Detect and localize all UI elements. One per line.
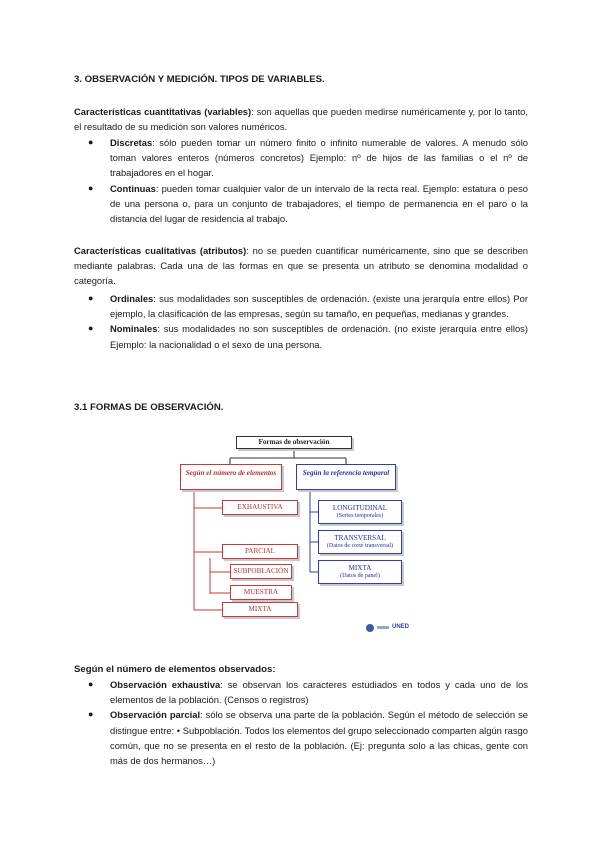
item-text: : sólo pueden tomar un número finito o infinito numerable de valores. A menudo sólo toman valores enteros (números concretos) Ejemplo: nº de hijos de las familias o el nº de trabajadores en el hogar. — [110, 137, 528, 179]
diagram-title-box: Formas de observación — [236, 436, 352, 449]
list-item — [74, 291, 528, 321]
mixta-box-left: MIXTA — [222, 602, 298, 617]
elementos-list — [74, 677, 528, 768]
item-term: Nominales — [110, 323, 158, 335]
longitudinal-title: LONGITUDINAL — [332, 504, 388, 512]
left-branch-head: Según el número de elementos — [180, 464, 282, 490]
elementos-heading: Según el número de elementos observados: — [74, 664, 276, 675]
item-text: : sólo se observa una parte de la población. Según el método de selección se distingue entre: • Subpoblación. Todos los elementos del grupo seleccionado comparten algún rasgo común, que no se presenta en el resto de la población. (Ej: pregunta solo a las chicas, gente con más de dos hermanos…) — [110, 709, 528, 767]
mixta-right-title: MIXTA — [348, 564, 372, 572]
list-item — [74, 707, 528, 768]
bullet-icon: ● — [88, 137, 94, 147]
mixta-right-sub: (Datos de panel) — [340, 573, 380, 579]
cuantitativas-label: Características cuantitativas (variables) — [74, 106, 252, 117]
uned-logo — [366, 620, 409, 635]
muestra-box: MUESTRA — [230, 585, 292, 600]
cualitativas-text: : no se pueden cuantificar numéricamente, sino que se describen mediante palabras. Cada una de las formas en que se presenta un atributo se denomina modalidad o categoría. — [74, 245, 528, 287]
formas-observacion-diagram — [170, 432, 430, 642]
bullet-icon: ● — [88, 182, 94, 193]
bullet-icon: ● — [88, 679, 94, 689]
longitudinal-box — [318, 500, 402, 524]
cuantitativas-paragraph — [74, 104, 528, 134]
section-heading-3: 3. OBSERVACIÓN Y MEDICIÓN. TIPOS DE VARIABLES. — [74, 74, 325, 85]
item-term: Ordinales — [110, 293, 154, 304]
mixta-box-right — [318, 560, 402, 584]
item-term: Continuas — [110, 182, 156, 194]
bullet-icon: ● — [88, 323, 94, 334]
subpoblacion-box: SUBPOBLACIÓN — [230, 564, 292, 579]
item-term: Observación parcial — [110, 709, 201, 721]
transversal-title: TRANSVERSAL — [334, 534, 386, 542]
item-text: : se observan los caracteres estudiados en todos y cada uno de los elementos de la población. (Censos o registros) — [110, 679, 528, 706]
right-branch-head: Según la referencia temporal — [296, 464, 396, 490]
cualitativas-paragraph — [74, 243, 528, 289]
cualitativas-label: Características cualitativas (atributos) — [74, 245, 247, 256]
cuantitativas-text: : son aquellas que pueden medirse numéricamente y, por lo tanto, el resultado de su medición son valores numéricos. — [74, 106, 528, 133]
section-heading-3-1: 3.1 FORMAS DE OBSERVACIÓN. — [74, 402, 224, 413]
item-text: : sus modalidades no son susceptibles de ordenación. (no existe jerarquía entre ellos) Ejemplo: la nacionalidad o el sexo de una persona. — [110, 323, 528, 350]
list-item — [74, 181, 528, 227]
cualitativas-list — [74, 291, 528, 352]
list-item — [74, 321, 528, 351]
transversal-sub: (Datos de corte transversal) — [326, 543, 394, 549]
item-text: : pueden tomar cualquier valor de un intervalo de la recta real. Ejemplo: estatura o peso de una persona o, para un conjunto de trabajadores, el tiempo de permanencia en el paro o la distancia del lugar de residencia al trabajo. — [110, 182, 528, 225]
cuantitativas-list — [74, 135, 528, 226]
logo-bar-icon — [377, 626, 389, 629]
list-item — [74, 135, 528, 181]
parcial-box: PARCIAL — [222, 544, 298, 559]
item-text: : sus modalidades son susceptibles de ordenación. (existe una jerarquía entre ellos) Por ejemplo, la clasificación de las empresas, según su tamaño, en pequeñas, medianas y grandes. — [110, 293, 528, 320]
seal-icon — [366, 624, 374, 632]
bullet-icon: ● — [88, 293, 94, 303]
list-item — [74, 677, 528, 707]
bullet-icon: ● — [88, 709, 94, 720]
exhaustiva-box: EXHAUSTIVA — [222, 500, 298, 515]
longitudinal-sub: (Series temporales) — [336, 513, 384, 519]
transversal-box — [318, 530, 402, 554]
item-term: Discretas — [110, 137, 153, 148]
item-term: Observación exhaustiva — [110, 679, 221, 690]
logo-text: UNED — [392, 624, 410, 630]
